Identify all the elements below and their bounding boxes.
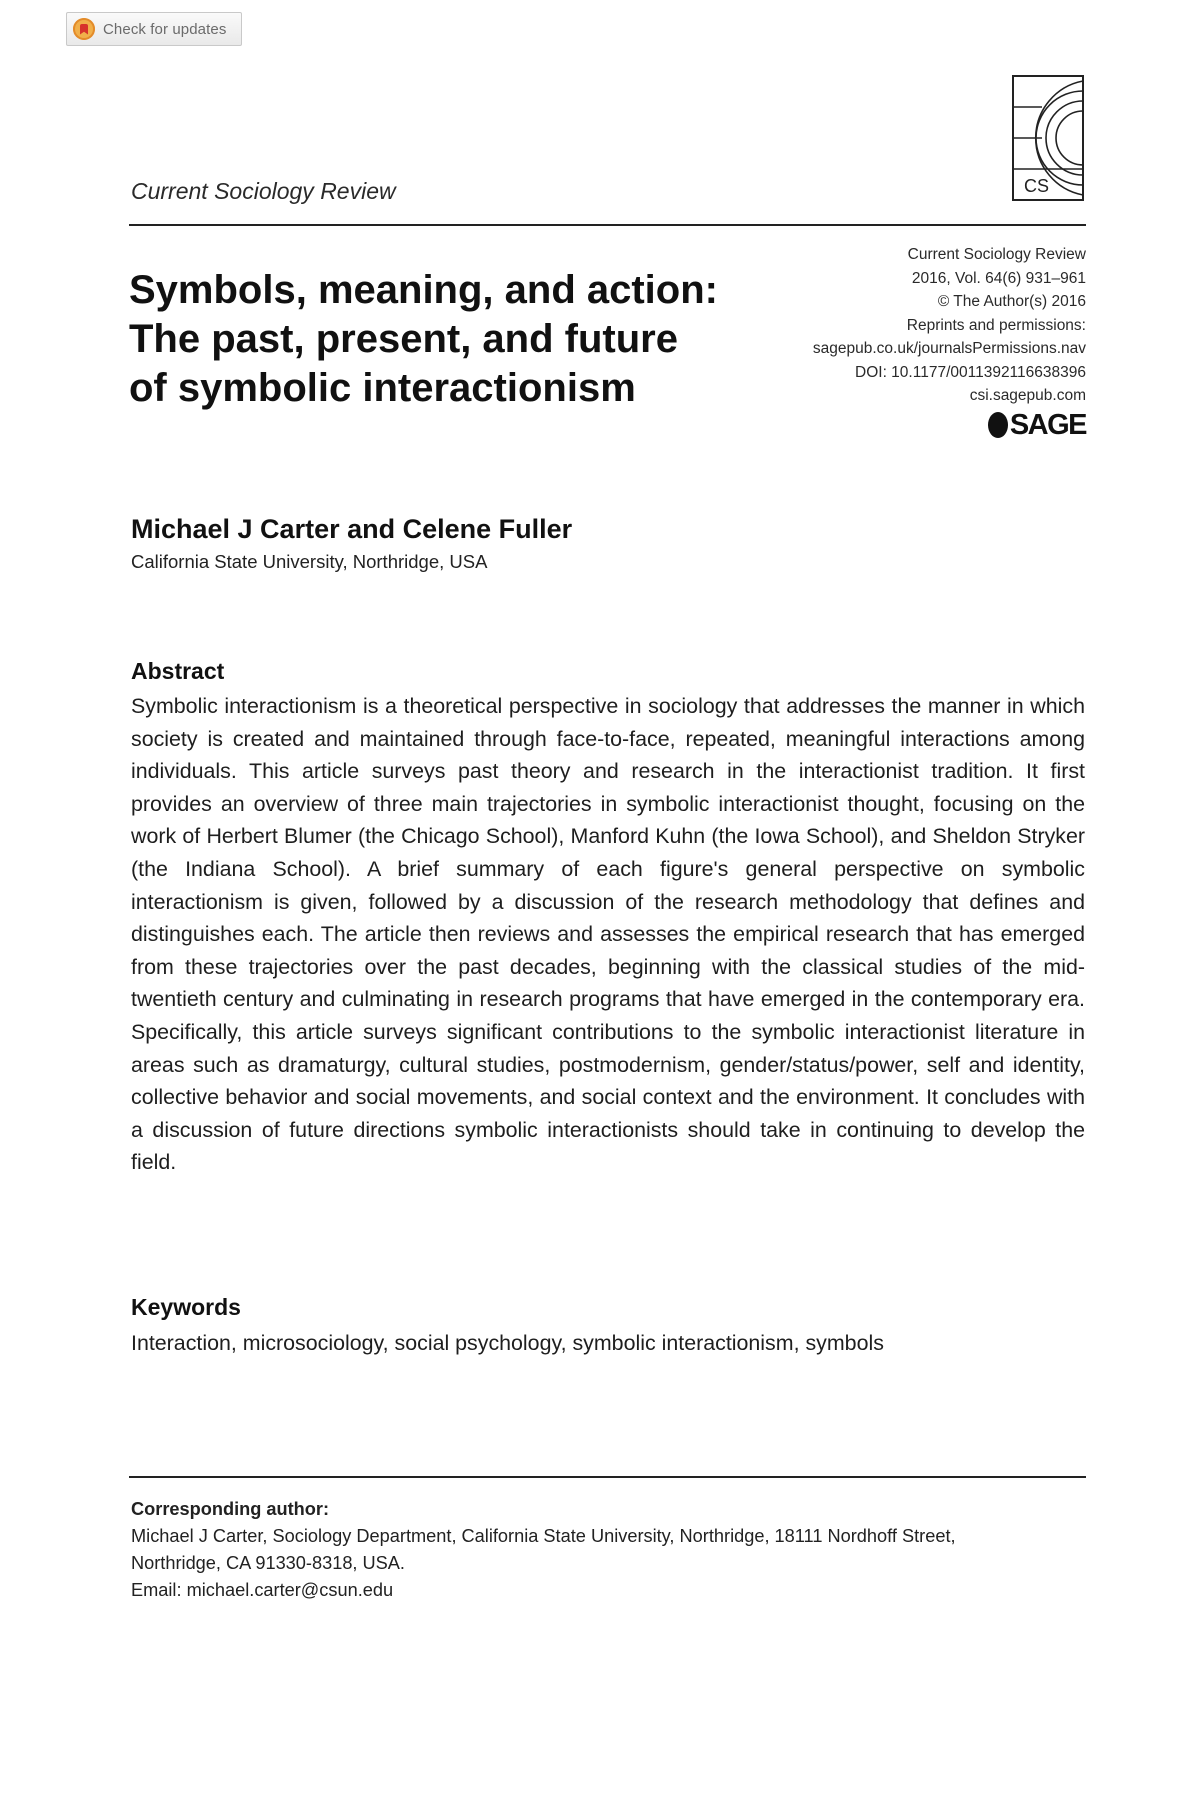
corresponding-author-label: Corresponding author: [131, 1499, 330, 1519]
article-title [129, 266, 789, 413]
meta-journal: Current Sociology Review [907, 246, 1086, 263]
abstract-text: Symbolic interactionism is a theoretical perspective in sociology that addresses the manner in which society is created and maintained through face-to-face, repeated, meaningful interactions among individuals. This article surveys past theory and research in the interactionist tradition. It first provides an overview of three main trajectories in symbolic interactionist thought, focusing on the work of Herbert Blumer (the Chicago School), Manford Kuhn (the Iowa School), and Sheldon Stryker (the Indiana School). A brief summary of each figure's general perspective on symbolic interactionism is given, followed by a discussion of the research methodology that defines and distinguishes each. The article then reviews and assesses the empirical research that has emerged from these trajectories over the past decades, beginning with the classical studies of the mid-twentieth century and culminating in research programs that have emerged in the contemporary era. Specifically, this article surveys significant contributions to the symbolic interactionist literature in areas such as dramaturgy, cultural studies, postmodernism, gender/status/power, self and identity, collective behavior and social movements, and social context and the environment. It concludes with a discussion of future directions symbolic interactionists should take in continuing to develop the field. [131, 694, 1085, 1175]
check-for-updates-button[interactable] [66, 12, 242, 46]
sage-logo [988, 410, 1086, 440]
journal-logo-icon [1012, 75, 1084, 201]
title-line-3: of symbolic interactionism [129, 366, 636, 410]
author-names: Michael J Carter and Celene Fuller [131, 514, 573, 544]
title-line-1: Symbols, meaning, and action: [129, 268, 718, 312]
keywords-text: Interaction, microsociology, social psychology, symbolic interactionism, symbols [131, 1331, 884, 1355]
sage-logo-icon [988, 412, 1008, 438]
meta-copyright: © The Author(s) 2016 [937, 293, 1086, 310]
email-label: Email: [131, 1580, 182, 1600]
title-line-2: The past, present, and future [129, 317, 678, 361]
journal-logo-text: CS [1024, 176, 1050, 196]
bookmark-update-icon [73, 18, 95, 40]
meta-volume: 2016, Vol. 64(6) 931–961 [911, 269, 1086, 287]
sage-logo-text: SAGE [1009, 409, 1086, 441]
corresponding-email-row [131, 1577, 1091, 1604]
meta-site-link[interactable]: csi.sagepub.com [969, 387, 1086, 404]
corresponding-author-block [131, 1496, 1091, 1604]
corresponding-address-line-2: Northridge, CA 91330-8318, USA. [131, 1553, 405, 1573]
email-link[interactable]: michael.carter@csun.edu [186, 1580, 394, 1600]
corresponding-address-line-1: Michael J Carter, Sociology Department, California State University, Northridge, 18111 Nordhoff Street, [131, 1526, 956, 1546]
meta-doi[interactable]: DOI: 10.1177/0011392116638396 [855, 363, 1086, 381]
author-affiliation: California State University, Northridge, USA [131, 551, 488, 572]
footer-divider [129, 1476, 1086, 1478]
meta-reprints-label: Reprints and permissions: [906, 316, 1086, 334]
journal-name: Current Sociology Review [131, 178, 396, 204]
abstract-heading: Abstract [131, 658, 225, 684]
meta-reprints-link[interactable]: sagepub.co.uk/journalsPermissions.nav [812, 340, 1086, 357]
keywords-heading: Keywords [131, 1294, 241, 1320]
check-for-updates-label: Check for updates [103, 20, 227, 38]
publication-meta [746, 243, 1086, 408]
header-divider [129, 224, 1086, 226]
